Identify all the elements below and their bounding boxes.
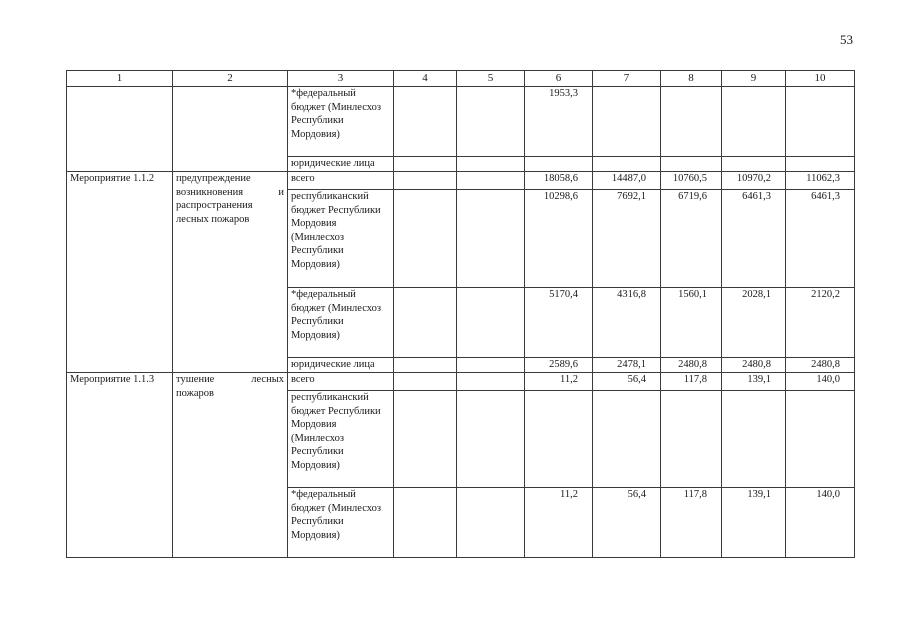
value-cell: 2480,8 xyxy=(786,358,855,373)
value-cell: 11,2 xyxy=(525,488,593,558)
value-cell: 2480,8 xyxy=(722,358,786,373)
description-cell xyxy=(173,87,288,172)
value-cell: 139,1 xyxy=(722,373,786,391)
source-cell: юридические лица xyxy=(288,358,394,373)
value-cell xyxy=(394,190,457,288)
value-cell: 2589,6 xyxy=(525,358,593,373)
value-cell: 11062,3 xyxy=(786,172,855,190)
header-cell: 3 xyxy=(288,71,394,87)
value-cell xyxy=(525,157,593,172)
value-cell xyxy=(593,391,661,488)
value-cell: 10970,2 xyxy=(722,172,786,190)
source-cell: *федеральный бюджет (Минлесхоз Республики Мордовия) xyxy=(288,488,394,558)
value-cell: 2028,1 xyxy=(722,288,786,358)
source-cell: всего xyxy=(288,172,394,190)
value-cell: 2480,8 xyxy=(661,358,722,373)
source-cell: республиканский бюджет Республики Мордовия (Минлесхоз Республики Мордовия) xyxy=(288,190,394,288)
activity-cell xyxy=(67,87,173,172)
value-cell xyxy=(593,87,661,157)
value-cell: 1560,1 xyxy=(661,288,722,358)
value-cell xyxy=(394,157,457,172)
table-row xyxy=(67,87,855,157)
value-cell: 1953,3 xyxy=(525,87,593,157)
value-cell: 140,0 xyxy=(786,488,855,558)
value-cell: 6461,3 xyxy=(786,190,855,288)
value-cell xyxy=(394,373,457,391)
value-cell xyxy=(661,87,722,157)
description-line: предупреждение возникновения и xyxy=(176,173,284,198)
value-cell: 2478,1 xyxy=(593,358,661,373)
value-cell xyxy=(722,157,786,172)
value-cell xyxy=(457,373,525,391)
value-cell xyxy=(394,87,457,157)
header-cell: 2 xyxy=(173,71,288,87)
value-cell xyxy=(786,391,855,488)
source-cell: всего xyxy=(288,373,394,391)
value-cell: 5170,4 xyxy=(525,288,593,358)
value-cell xyxy=(722,391,786,488)
header-row xyxy=(67,71,855,87)
value-cell: 18058,6 xyxy=(525,172,593,190)
description-cell xyxy=(173,373,288,558)
value-cell xyxy=(786,87,855,157)
value-cell: 6461,3 xyxy=(722,190,786,288)
value-cell xyxy=(457,288,525,358)
value-cell xyxy=(593,157,661,172)
header-cell: 9 xyxy=(722,71,786,87)
activity-cell: Мероприятие 1.1.2 xyxy=(67,172,173,373)
page-number: 53 xyxy=(840,32,853,47)
value-cell: 139,1 xyxy=(722,488,786,558)
value-cell: 14487,0 xyxy=(593,172,661,190)
header-cell: 6 xyxy=(525,71,593,87)
value-cell xyxy=(457,358,525,373)
value-cell xyxy=(722,87,786,157)
value-cell: 117,8 xyxy=(661,488,722,558)
value-cell: 56,4 xyxy=(593,373,661,391)
value-cell xyxy=(457,87,525,157)
value-cell: 10298,6 xyxy=(525,190,593,288)
value-cell xyxy=(661,391,722,488)
activity-cell: Мероприятие 1.1.3 xyxy=(67,373,173,558)
value-cell xyxy=(394,358,457,373)
header-cell: 10 xyxy=(786,71,855,87)
source-cell: республиканский бюджет Республики Мордовия (Минлесхоз Республики Мордовия) xyxy=(288,391,394,488)
value-cell: 11,2 xyxy=(525,373,593,391)
value-cell xyxy=(457,157,525,172)
header-cell: 5 xyxy=(457,71,525,87)
header-cell: 4 xyxy=(394,71,457,87)
value-cell xyxy=(394,391,457,488)
value-cell xyxy=(457,488,525,558)
table-row xyxy=(67,373,855,391)
budget-table xyxy=(66,70,855,558)
source-cell: *федеральный бюджет (Минлесхоз Республики Мордовия) xyxy=(288,288,394,358)
header-cell: 7 xyxy=(593,71,661,87)
description-line: пожаров xyxy=(176,387,214,399)
table-row xyxy=(67,172,855,190)
description-cell xyxy=(173,172,288,373)
value-cell xyxy=(457,172,525,190)
value-cell: 7692,1 xyxy=(593,190,661,288)
value-cell: 2120,2 xyxy=(786,288,855,358)
value-cell xyxy=(525,391,593,488)
header-cell: 8 xyxy=(661,71,722,87)
description-line: тушение лесных xyxy=(176,374,284,385)
value-cell: 117,8 xyxy=(661,373,722,391)
value-cell xyxy=(394,488,457,558)
value-cell: 56,4 xyxy=(593,488,661,558)
value-cell xyxy=(661,157,722,172)
source-cell: *федеральный бюджет (Минлесхоз Республики Мордовия) xyxy=(288,87,394,157)
value-cell xyxy=(457,190,525,288)
value-cell: 6719,6 xyxy=(661,190,722,288)
value-cell: 140,0 xyxy=(786,373,855,391)
header-cell: 1 xyxy=(67,71,173,87)
value-cell: 10760,5 xyxy=(661,172,722,190)
source-cell: юридические лица xyxy=(288,157,394,172)
description-line: распространения лесных пожаров xyxy=(176,200,253,225)
value-cell: 4316,8 xyxy=(593,288,661,358)
value-cell xyxy=(457,391,525,488)
value-cell xyxy=(786,157,855,172)
value-cell xyxy=(394,172,457,190)
value-cell xyxy=(394,288,457,358)
